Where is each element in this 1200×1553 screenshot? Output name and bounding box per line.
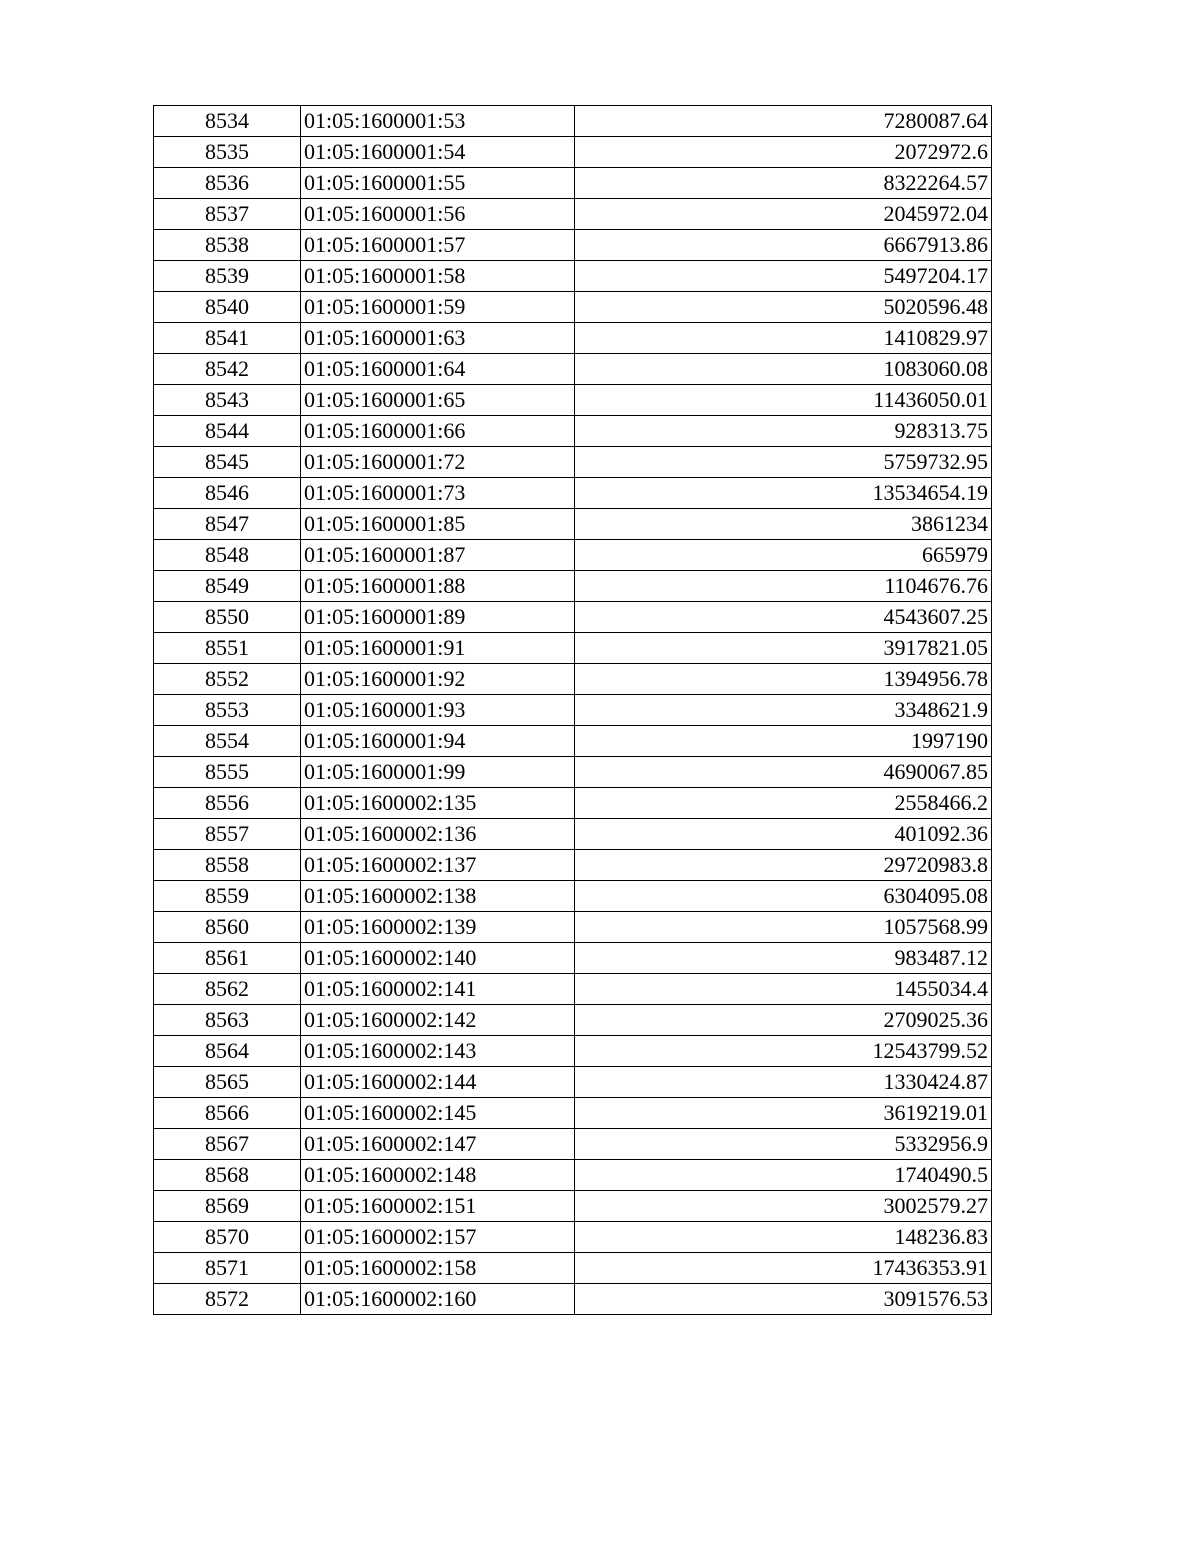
table-row [154, 230, 992, 261]
value-cell: 29720983.8 [575, 850, 992, 881]
value-cell: 1997190 [575, 726, 992, 757]
value-cell: 13534654.19 [575, 478, 992, 509]
row-number-cell: 8567 [154, 1129, 301, 1160]
cadastral-number-cell: 01:05:1600001:72 [301, 447, 575, 478]
table-row [154, 974, 992, 1005]
row-number-cell: 8560 [154, 912, 301, 943]
row-number-cell: 8570 [154, 1222, 301, 1253]
cadastral-number-cell: 01:05:1600002:157 [301, 1222, 575, 1253]
cadastral-number-cell: 01:05:1600002:139 [301, 912, 575, 943]
row-number-cell: 8537 [154, 199, 301, 230]
cadastral-number-cell: 01:05:1600002:147 [301, 1129, 575, 1160]
row-number-cell: 8538 [154, 230, 301, 261]
value-cell: 1455034.4 [575, 974, 992, 1005]
value-cell: 11436050.01 [575, 385, 992, 416]
value-cell: 17436353.91 [575, 1253, 992, 1284]
table-row [154, 478, 992, 509]
cadastral-number-cell: 01:05:1600001:73 [301, 478, 575, 509]
row-number-cell: 8564 [154, 1036, 301, 1067]
row-number-cell: 8561 [154, 943, 301, 974]
value-cell: 2072972.6 [575, 137, 992, 168]
cadastral-number-cell: 01:05:1600001:64 [301, 354, 575, 385]
table-row [154, 292, 992, 323]
cadastral-number-cell: 01:05:1600002:148 [301, 1160, 575, 1191]
row-number-cell: 8540 [154, 292, 301, 323]
table-row [154, 819, 992, 850]
cadastral-number-cell: 01:05:1600001:92 [301, 664, 575, 695]
cadastral-number-cell: 01:05:1600002:143 [301, 1036, 575, 1067]
value-cell: 3861234 [575, 509, 992, 540]
row-number-cell: 8562 [154, 974, 301, 1005]
value-cell: 6304095.08 [575, 881, 992, 912]
cadastral-number-cell: 01:05:1600001:87 [301, 540, 575, 571]
table-row [154, 1067, 992, 1098]
table-row [154, 1129, 992, 1160]
table-row [154, 354, 992, 385]
table-row [154, 695, 992, 726]
table-row [154, 1098, 992, 1129]
cadastral-number-cell: 01:05:1600002:144 [301, 1067, 575, 1098]
table-row [154, 447, 992, 478]
table-row [154, 633, 992, 664]
row-number-cell: 8542 [154, 354, 301, 385]
cadastral-number-cell: 01:05:1600001:54 [301, 137, 575, 168]
value-cell: 2558466.2 [575, 788, 992, 819]
row-number-cell: 8549 [154, 571, 301, 602]
table-row [154, 1222, 992, 1253]
value-cell: 1740490.5 [575, 1160, 992, 1191]
table-row [154, 261, 992, 292]
value-cell: 3917821.05 [575, 633, 992, 664]
value-cell: 401092.36 [575, 819, 992, 850]
table-row [154, 571, 992, 602]
table-row [154, 881, 992, 912]
table-row [154, 1160, 992, 1191]
table-row [154, 323, 992, 354]
cadastral-number-cell: 01:05:1600002:142 [301, 1005, 575, 1036]
cadastral-number-cell: 01:05:1600001:65 [301, 385, 575, 416]
table-row [154, 850, 992, 881]
value-cell: 4690067.85 [575, 757, 992, 788]
cadastral-number-cell: 01:05:1600001:89 [301, 602, 575, 633]
row-number-cell: 8535 [154, 137, 301, 168]
value-cell: 1330424.87 [575, 1067, 992, 1098]
table-row [154, 1284, 992, 1315]
table-row [154, 788, 992, 819]
cadastral-number-cell: 01:05:1600001:94 [301, 726, 575, 757]
value-cell: 1410829.97 [575, 323, 992, 354]
row-number-cell: 8536 [154, 168, 301, 199]
table-row [154, 726, 992, 757]
value-cell: 3619219.01 [575, 1098, 992, 1129]
cadastral-number-cell: 01:05:1600001:53 [301, 106, 575, 137]
table-row [154, 757, 992, 788]
row-number-cell: 8558 [154, 850, 301, 881]
cadastral-number-cell: 01:05:1600001:63 [301, 323, 575, 354]
row-number-cell: 8553 [154, 695, 301, 726]
value-cell: 5759732.95 [575, 447, 992, 478]
cadastral-number-cell: 01:05:1600001:88 [301, 571, 575, 602]
value-cell: 3091576.53 [575, 1284, 992, 1315]
value-cell: 5332956.9 [575, 1129, 992, 1160]
row-number-cell: 8548 [154, 540, 301, 571]
value-cell: 1104676.76 [575, 571, 992, 602]
table-row [154, 385, 992, 416]
value-cell: 6667913.86 [575, 230, 992, 261]
value-cell: 928313.75 [575, 416, 992, 447]
table-row [154, 137, 992, 168]
value-cell: 12543799.52 [575, 1036, 992, 1067]
row-number-cell: 8541 [154, 323, 301, 354]
cadastral-number-cell: 01:05:1600001:85 [301, 509, 575, 540]
row-number-cell: 8563 [154, 1005, 301, 1036]
value-cell: 4543607.25 [575, 602, 992, 633]
value-cell: 148236.83 [575, 1222, 992, 1253]
row-number-cell: 8559 [154, 881, 301, 912]
cadastral-number-cell: 01:05:1600002:158 [301, 1253, 575, 1284]
value-cell: 5497204.17 [575, 261, 992, 292]
row-number-cell: 8534 [154, 106, 301, 137]
cadastral-number-cell: 01:05:1600002:138 [301, 881, 575, 912]
cadastral-number-cell: 01:05:1600002:140 [301, 943, 575, 974]
table-row [154, 540, 992, 571]
table-row [154, 912, 992, 943]
row-number-cell: 8545 [154, 447, 301, 478]
table-body [154, 106, 992, 1315]
row-number-cell: 8556 [154, 788, 301, 819]
table-row [154, 509, 992, 540]
value-cell: 3348621.9 [575, 695, 992, 726]
table-row [154, 1005, 992, 1036]
cadastral-number-cell: 01:05:1600001:56 [301, 199, 575, 230]
row-number-cell: 8552 [154, 664, 301, 695]
row-number-cell: 8572 [154, 1284, 301, 1315]
row-number-cell: 8551 [154, 633, 301, 664]
table-row [154, 1036, 992, 1067]
row-number-cell: 8569 [154, 1191, 301, 1222]
value-cell: 2709025.36 [575, 1005, 992, 1036]
cadastral-number-cell: 01:05:1600002:141 [301, 974, 575, 1005]
row-number-cell: 8555 [154, 757, 301, 788]
cadastral-number-cell: 01:05:1600002:160 [301, 1284, 575, 1315]
row-number-cell: 8550 [154, 602, 301, 633]
row-number-cell: 8565 [154, 1067, 301, 1098]
value-cell: 1057568.99 [575, 912, 992, 943]
value-cell: 8322264.57 [575, 168, 992, 199]
row-number-cell: 8544 [154, 416, 301, 447]
cadastral-number-cell: 01:05:1600001:55 [301, 168, 575, 199]
row-number-cell: 8547 [154, 509, 301, 540]
table-row [154, 943, 992, 974]
value-cell: 2045972.04 [575, 199, 992, 230]
table-row [154, 416, 992, 447]
cadastral-number-cell: 01:05:1600002:135 [301, 788, 575, 819]
cadastral-number-cell: 01:05:1600002:145 [301, 1098, 575, 1129]
cadastral-number-cell: 01:05:1600001:59 [301, 292, 575, 323]
row-number-cell: 8543 [154, 385, 301, 416]
row-number-cell: 8571 [154, 1253, 301, 1284]
value-cell: 5020596.48 [575, 292, 992, 323]
cadastral-number-cell: 01:05:1600001:58 [301, 261, 575, 292]
row-number-cell: 8539 [154, 261, 301, 292]
value-cell: 7280087.64 [575, 106, 992, 137]
row-number-cell: 8554 [154, 726, 301, 757]
value-cell: 983487.12 [575, 943, 992, 974]
table-row [154, 199, 992, 230]
value-cell: 665979 [575, 540, 992, 571]
row-number-cell: 8557 [154, 819, 301, 850]
table-row [154, 664, 992, 695]
row-number-cell: 8546 [154, 478, 301, 509]
cadastral-number-cell: 01:05:1600001:66 [301, 416, 575, 447]
cadastral-number-cell: 01:05:1600001:99 [301, 757, 575, 788]
cadastral-number-cell: 01:05:1600002:136 [301, 819, 575, 850]
row-number-cell: 8566 [154, 1098, 301, 1129]
table-row [154, 1191, 992, 1222]
row-number-cell: 8568 [154, 1160, 301, 1191]
cadastral-number-cell: 01:05:1600001:57 [301, 230, 575, 261]
cadastral-number-cell: 01:05:1600002:137 [301, 850, 575, 881]
cadastral-number-cell: 01:05:1600002:151 [301, 1191, 575, 1222]
cadastral-number-cell: 01:05:1600001:91 [301, 633, 575, 664]
table-row [154, 106, 992, 137]
table-row [154, 1253, 992, 1284]
data-table [153, 105, 992, 1315]
value-cell: 1083060.08 [575, 354, 992, 385]
table-row [154, 602, 992, 633]
value-cell: 1394956.78 [575, 664, 992, 695]
value-cell: 3002579.27 [575, 1191, 992, 1222]
table-row [154, 168, 992, 199]
cadastral-number-cell: 01:05:1600001:93 [301, 695, 575, 726]
